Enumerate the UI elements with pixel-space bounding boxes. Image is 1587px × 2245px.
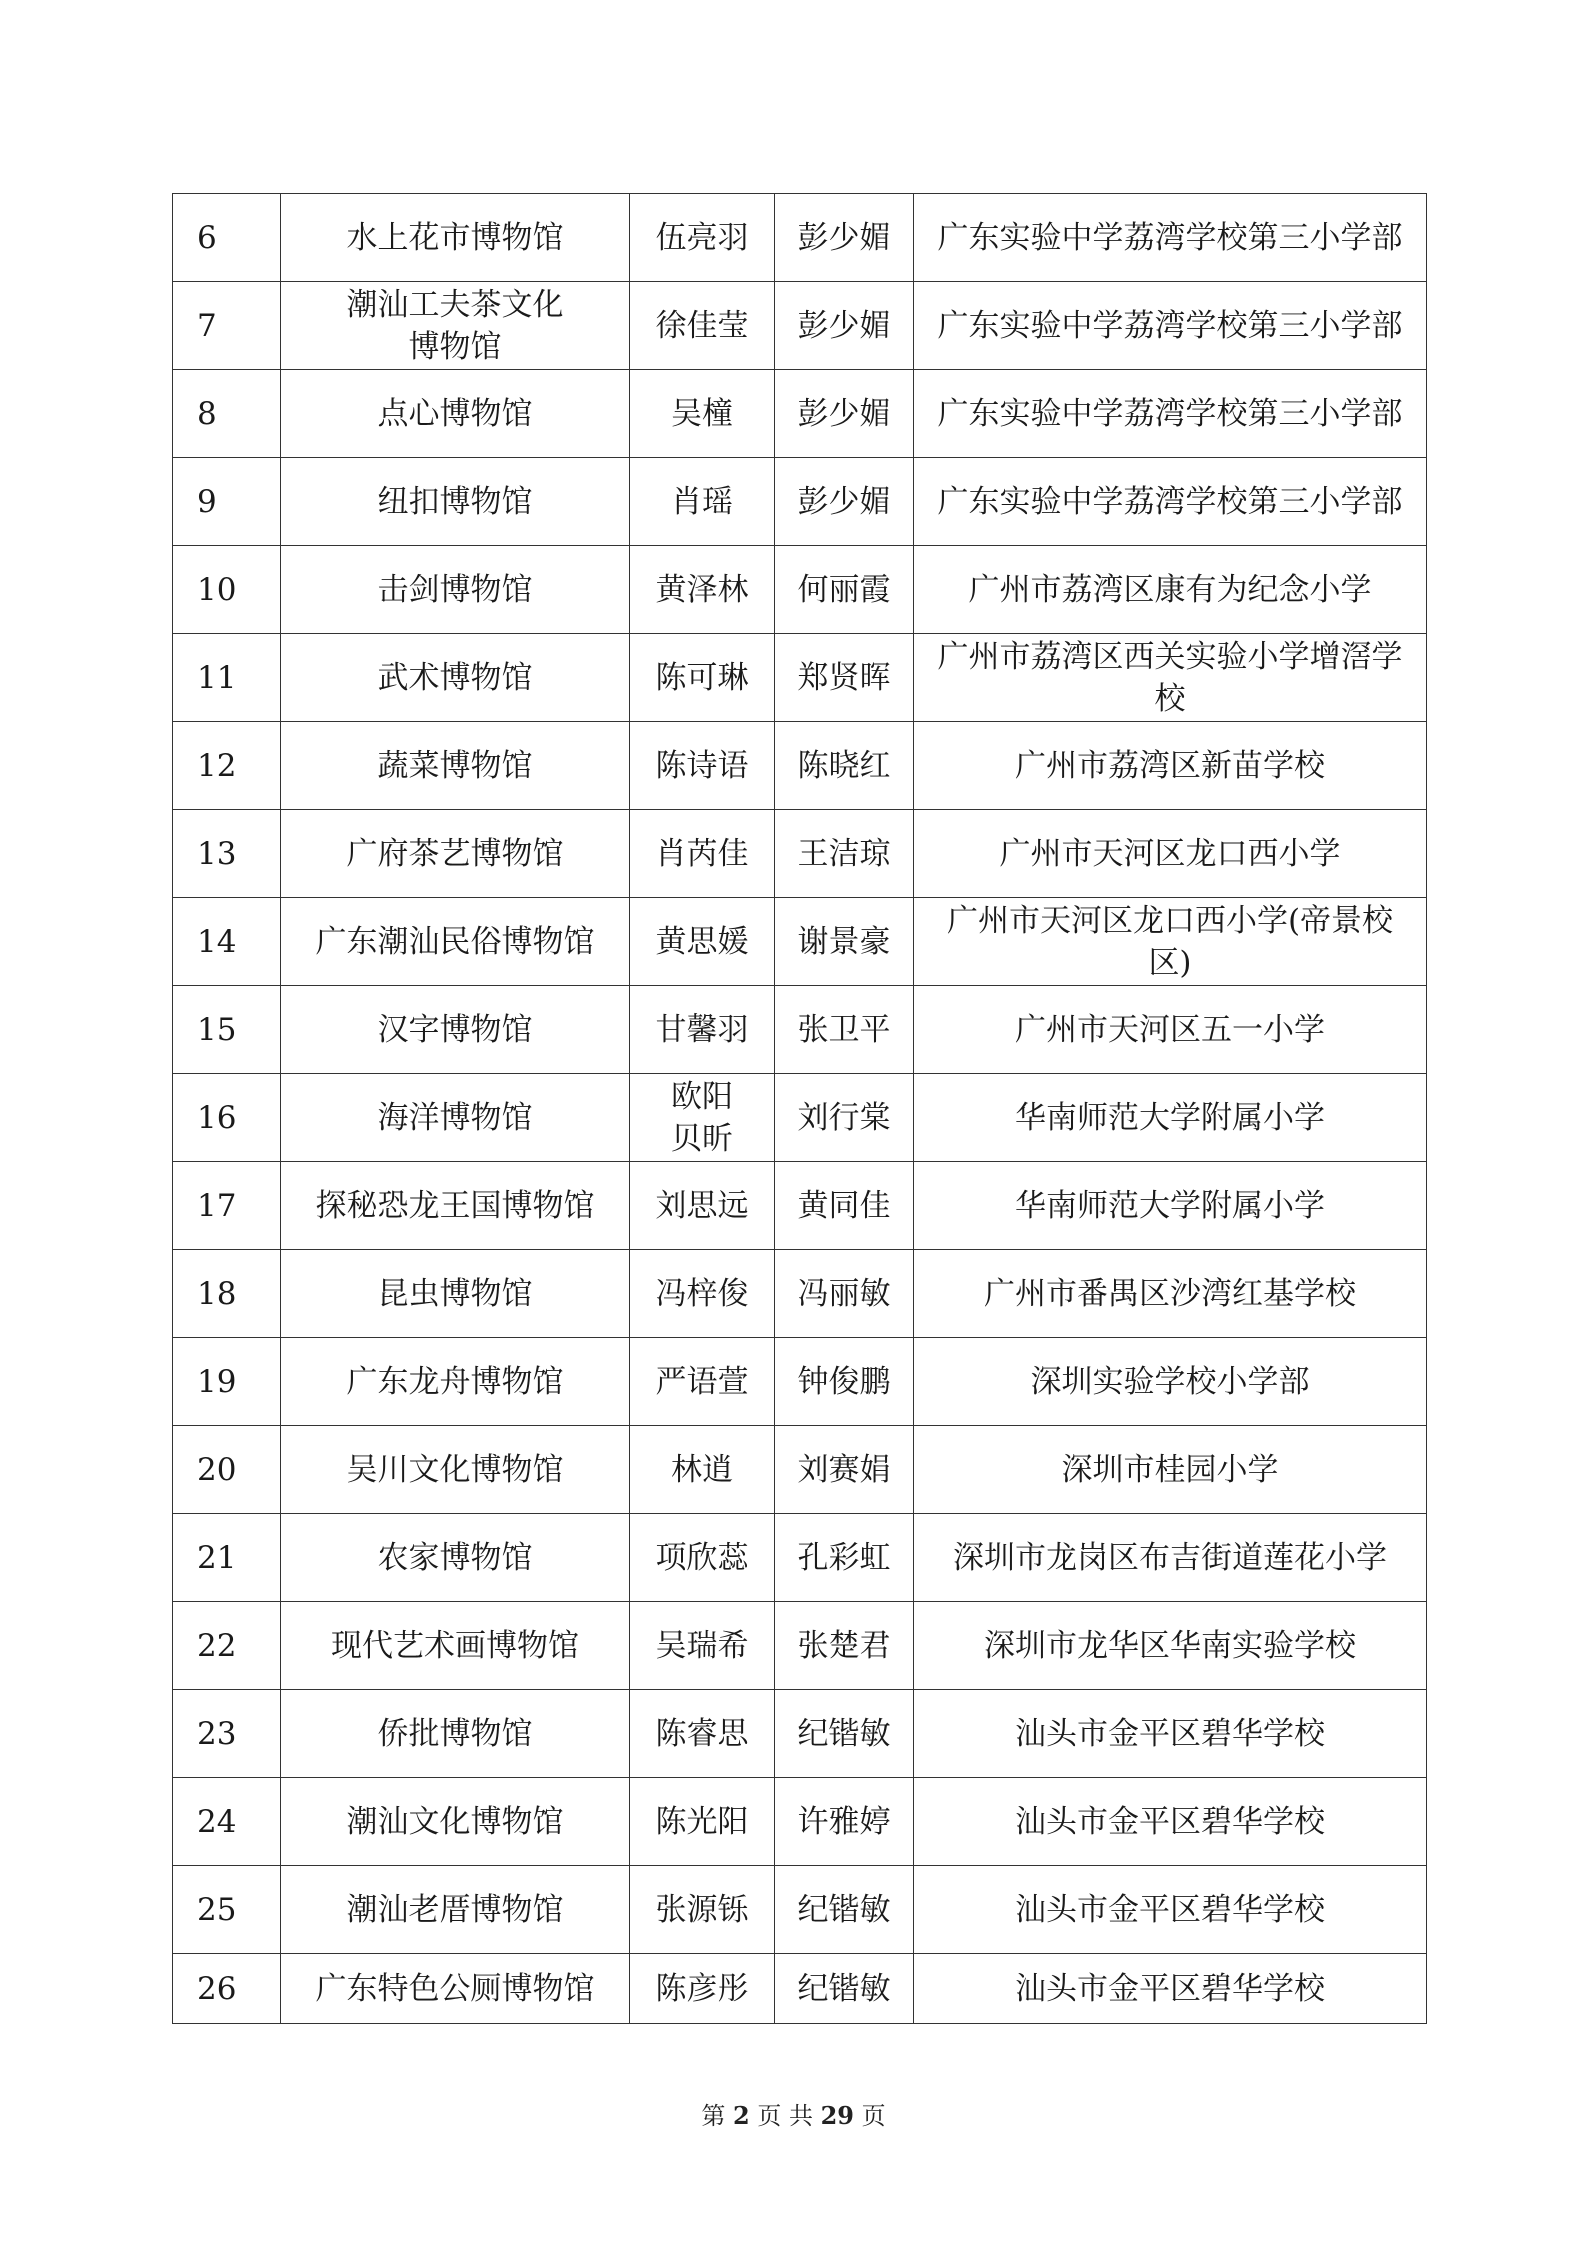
cell-school-name: 汕头市金平区碧华学校 [914,1954,1427,2024]
cell-student-name: 张源铄 [630,1866,775,1954]
cell-museum-name: 潮汕老厝博物馆 [281,1866,630,1954]
cell-student-name: 吴瑞希 [630,1602,775,1690]
cell-school-name: 深圳市龙岗区布吉街道莲花小学 [914,1514,1427,1602]
table-row [173,282,1427,370]
cell-museum-name: 农家博物馆 [281,1514,630,1602]
museum-award-table [172,193,1427,2024]
cell-school-name: 广州市天河区龙口西小学(帝景校 区) [914,898,1427,986]
cell-number: 26 [173,1954,281,2024]
cell-number: 18 [173,1250,281,1338]
cell-number: 19 [173,1338,281,1426]
cell-teacher-name: 彭少媚 [775,194,914,282]
table-row [173,546,1427,634]
cell-student-name: 肖瑶 [630,458,775,546]
cell-museum-name: 击剑博物馆 [281,546,630,634]
cell-teacher-name: 钟俊鹏 [775,1338,914,1426]
current-page-number: 2 [732,2101,750,2130]
cell-museum-name: 吴川文化博物馆 [281,1426,630,1514]
cell-museum-name: 潮汕工夫茶文化 博物馆 [281,282,630,370]
table-row [173,1778,1427,1866]
cell-teacher-name: 王洁琼 [775,810,914,898]
cell-school-name: 深圳市龙华区华南实验学校 [914,1602,1427,1690]
cell-student-name: 陈光阳 [630,1778,775,1866]
cell-number: 25 [173,1866,281,1954]
cell-number: 11 [173,634,281,722]
cell-student-name: 陈彦彤 [630,1954,775,2024]
page-footer [0,2096,1587,2131]
cell-teacher-name: 郑贤晖 [775,634,914,722]
cell-student-name: 陈诗语 [630,722,775,810]
cell-student-name: 黄泽林 [630,546,775,634]
cell-museum-name: 广东特色公厕博物馆 [281,1954,630,2024]
cell-student-name: 林逍 [630,1426,775,1514]
cell-museum-name: 点心博物馆 [281,370,630,458]
cell-teacher-name: 谢景豪 [775,898,914,986]
cell-number: 17 [173,1162,281,1250]
table-row [173,1602,1427,1690]
cell-museum-name: 武术博物馆 [281,634,630,722]
cell-school-name: 广州市番禺区沙湾红基学校 [914,1250,1427,1338]
cell-teacher-name: 陈晓红 [775,722,914,810]
cell-teacher-name: 纪锴敏 [775,1690,914,1778]
cell-number: 10 [173,546,281,634]
footer-middle: 页 共 [757,2102,813,2130]
table-row [173,370,1427,458]
table-row [173,1074,1427,1162]
cell-museum-name: 纽扣博物馆 [281,458,630,546]
table-row [173,898,1427,986]
cell-school-name: 广东实验中学荔湾学校第三小学部 [914,194,1427,282]
cell-museum-name: 广东潮汕民俗博物馆 [281,898,630,986]
cell-teacher-name: 纪锴敏 [775,1954,914,2024]
cell-museum-name: 潮汕文化博物馆 [281,1778,630,1866]
cell-number: 23 [173,1690,281,1778]
table-row [173,458,1427,546]
cell-school-name: 广东实验中学荔湾学校第三小学部 [914,458,1427,546]
cell-school-name: 广州市天河区龙口西小学 [914,810,1427,898]
table-row [173,1866,1427,1954]
cell-number: 6 [173,194,281,282]
table-row [173,1338,1427,1426]
cell-museum-name: 蔬菜博物馆 [281,722,630,810]
cell-student-name: 徐佳莹 [630,282,775,370]
cell-student-name: 黄思媛 [630,898,775,986]
cell-teacher-name: 何丽霞 [775,546,914,634]
table-row [173,634,1427,722]
cell-student-name: 肖芮佳 [630,810,775,898]
cell-museum-name: 汉字博物馆 [281,986,630,1074]
cell-museum-name: 探秘恐龙王国博物馆 [281,1162,630,1250]
cell-teacher-name: 张卫平 [775,986,914,1074]
table-body [173,194,1427,2024]
table-row [173,1690,1427,1778]
cell-teacher-name: 黄同佳 [775,1162,914,1250]
cell-school-name: 汕头市金平区碧华学校 [914,1866,1427,1954]
cell-school-name: 深圳实验学校小学部 [914,1338,1427,1426]
table-row [173,722,1427,810]
cell-teacher-name: 彭少媚 [775,282,914,370]
cell-student-name: 伍亮羽 [630,194,775,282]
cell-museum-name: 现代艺术画博物馆 [281,1602,630,1690]
cell-school-name: 华南师范大学附属小学 [914,1162,1427,1250]
cell-teacher-name: 孔彩虹 [775,1514,914,1602]
cell-student-name: 刘思远 [630,1162,775,1250]
cell-school-name: 广东实验中学荔湾学校第三小学部 [914,370,1427,458]
cell-number: 9 [173,458,281,546]
cell-teacher-name: 刘赛娟 [775,1426,914,1514]
footer-prefix: 第 [701,2102,726,2130]
cell-museum-name: 侨批博物馆 [281,1690,630,1778]
table-row [173,1514,1427,1602]
cell-museum-name: 广府茶艺博物馆 [281,810,630,898]
table-row [173,1250,1427,1338]
cell-number: 15 [173,986,281,1074]
cell-school-name: 广东实验中学荔湾学校第三小学部 [914,282,1427,370]
cell-teacher-name: 纪锴敏 [775,1866,914,1954]
cell-student-name: 欧阳 贝昕 [630,1074,775,1162]
cell-number: 14 [173,898,281,986]
cell-museum-name: 水上花市博物馆 [281,194,630,282]
cell-teacher-name: 彭少媚 [775,370,914,458]
cell-teacher-name: 冯丽敏 [775,1250,914,1338]
total-pages-number: 29 [820,2101,855,2130]
cell-number: 16 [173,1074,281,1162]
cell-school-name: 华南师范大学附属小学 [914,1074,1427,1162]
cell-number: 12 [173,722,281,810]
cell-number: 20 [173,1426,281,1514]
cell-student-name: 吴橦 [630,370,775,458]
cell-number: 7 [173,282,281,370]
cell-teacher-name: 张楚君 [775,1602,914,1690]
table-row [173,194,1427,282]
cell-museum-name: 昆虫博物馆 [281,1250,630,1338]
cell-teacher-name: 刘行棠 [775,1074,914,1162]
cell-student-name: 严语萱 [630,1338,775,1426]
footer-suffix: 页 [861,2102,886,2130]
table-row [173,986,1427,1074]
cell-school-name: 汕头市金平区碧华学校 [914,1690,1427,1778]
table-row [173,1426,1427,1514]
cell-student-name: 冯梓俊 [630,1250,775,1338]
table-row [173,1162,1427,1250]
cell-museum-name: 海洋博物馆 [281,1074,630,1162]
table-row [173,810,1427,898]
cell-number: 21 [173,1514,281,1602]
cell-school-name: 广州市荔湾区康有为纪念小学 [914,546,1427,634]
table-row [173,1954,1427,2024]
cell-school-name: 广州市天河区五一小学 [914,986,1427,1074]
cell-school-name: 深圳市桂园小学 [914,1426,1427,1514]
cell-student-name: 陈睿思 [630,1690,775,1778]
cell-teacher-name: 许雅婷 [775,1778,914,1866]
cell-museum-name: 广东龙舟博物馆 [281,1338,630,1426]
cell-number: 8 [173,370,281,458]
cell-student-name: 甘馨羽 [630,986,775,1074]
cell-number: 24 [173,1778,281,1866]
cell-school-name: 广州市荔湾区新苗学校 [914,722,1427,810]
cell-school-name: 汕头市金平区碧华学校 [914,1778,1427,1866]
cell-number: 22 [173,1602,281,1690]
cell-student-name: 项欣蕊 [630,1514,775,1602]
cell-number: 13 [173,810,281,898]
cell-student-name: 陈可琳 [630,634,775,722]
cell-teacher-name: 彭少媚 [775,458,914,546]
cell-school-name: 广州市荔湾区西关实验小学增滘学 校 [914,634,1427,722]
